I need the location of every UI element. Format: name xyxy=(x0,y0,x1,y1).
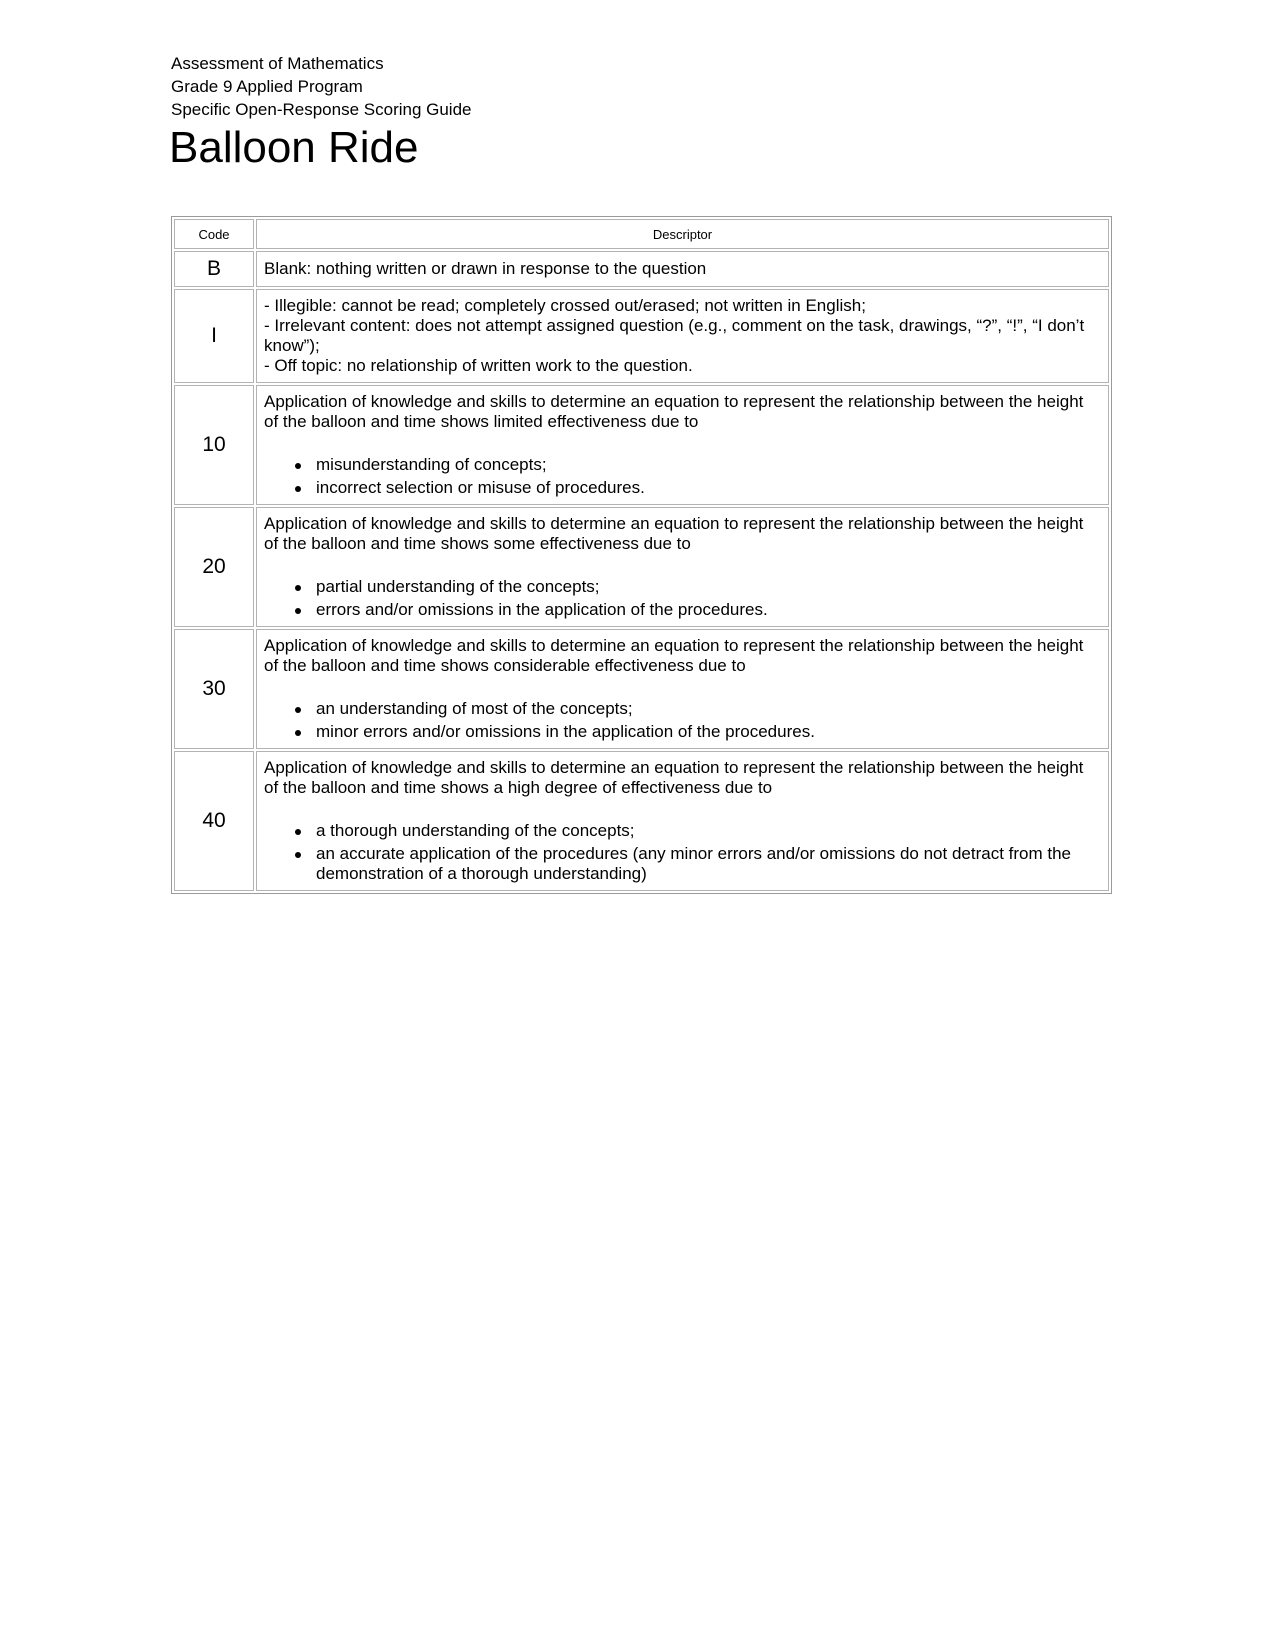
list-item xyxy=(316,478,1100,498)
code-cell: 40 xyxy=(174,751,254,891)
table-row xyxy=(174,289,1109,383)
guide-type: Specific Open-Response Scoring Guide xyxy=(171,100,472,119)
descriptor-intro: Application of knowledge and skills to determine an equation to represent the relationship between the height of the balloon and time shows a high degree of effectiveness due to xyxy=(264,758,1084,797)
list-item xyxy=(316,577,1100,597)
list-item-text: an understanding of most of the concepts; xyxy=(316,699,633,718)
scoring-rubric xyxy=(171,216,1112,894)
column-header-code: Code xyxy=(174,219,254,249)
grade-program: Grade 9 Applied Program xyxy=(171,77,363,96)
table-row xyxy=(174,385,1109,505)
bullet-icon xyxy=(295,486,301,492)
column-header-descriptor: Descriptor xyxy=(256,219,1109,249)
list-item xyxy=(316,455,1100,475)
descriptor-line: - Off topic: no relationship of written work to the question. xyxy=(264,356,693,375)
descriptor-line: - Illegible: cannot be read; completely crossed out/erased; not written in English; xyxy=(264,296,866,315)
table-row xyxy=(174,629,1109,749)
bullet-icon xyxy=(295,829,301,835)
descriptor-cell xyxy=(256,629,1109,749)
list-item xyxy=(316,844,1100,884)
list-item xyxy=(316,600,1100,620)
code-cell: 20 xyxy=(174,507,254,627)
bullet-icon xyxy=(295,463,301,469)
descriptor-cell: Blank: nothing written or drawn in response to the question xyxy=(256,251,1109,287)
code-cell: B xyxy=(174,251,254,287)
code-cell: I xyxy=(174,289,254,383)
table-row xyxy=(174,751,1109,891)
assessment-title: Assessment of Mathematics xyxy=(171,54,384,73)
list-item-text: misunderstanding of concepts; xyxy=(316,455,547,474)
list-item xyxy=(316,699,1100,719)
list-item xyxy=(316,821,1100,841)
descriptor-cell xyxy=(256,289,1109,383)
bullet-icon xyxy=(295,852,301,858)
bullet-icon xyxy=(295,707,301,713)
bullet-icon xyxy=(295,730,301,736)
descriptor-line: - Irrelevant content: does not attempt assigned question (e.g., comment on the task, drawings, “?”, “!”, “I don’t know”); xyxy=(264,316,1085,355)
bullet-icon xyxy=(295,608,301,614)
code-cell: 10 xyxy=(174,385,254,505)
descriptor-intro: Application of knowledge and skills to determine an equation to represent the relationship between the height of the balloon and time shows considerable effectiveness due to xyxy=(264,636,1084,675)
table-row xyxy=(174,507,1109,627)
descriptor-points xyxy=(264,699,1100,742)
table-row xyxy=(174,251,1109,287)
descriptor-intro: Application of knowledge and skills to determine an equation to represent the relationship between the height of the balloon and time shows some effectiveness due to xyxy=(264,514,1084,553)
list-item-text: incorrect selection or misuse of procedures. xyxy=(316,478,645,497)
code-cell: 30 xyxy=(174,629,254,749)
list-item-text: partial understanding of the concepts; xyxy=(316,577,600,596)
list-item-text: minor errors and/or omissions in the application of the procedures. xyxy=(316,722,815,741)
bullet-icon xyxy=(295,585,301,591)
descriptor-points xyxy=(264,821,1100,884)
list-item xyxy=(316,722,1100,742)
descriptor-intro: Application of knowledge and skills to determine an equation to represent the relationship between the height of the balloon and time shows limited effectiveness due to xyxy=(264,392,1084,431)
descriptor-cell xyxy=(256,385,1109,505)
descriptor-cell xyxy=(256,507,1109,627)
list-item-text: a thorough understanding of the concepts; xyxy=(316,821,635,840)
document-header xyxy=(171,52,1111,173)
table-header-row xyxy=(174,219,1109,249)
descriptor-points xyxy=(264,577,1100,620)
descriptor-points xyxy=(264,455,1100,498)
descriptor-cell xyxy=(256,751,1109,891)
page-title: Balloon Ride xyxy=(169,123,419,172)
list-item-text: errors and/or omissions in the application of the procedures. xyxy=(316,600,768,619)
rubric-table xyxy=(171,216,1112,894)
list-item-text: an accurate application of the procedures (any minor errors and/or omissions do not detract from the demonstration of a thorough understanding) xyxy=(316,844,1071,883)
